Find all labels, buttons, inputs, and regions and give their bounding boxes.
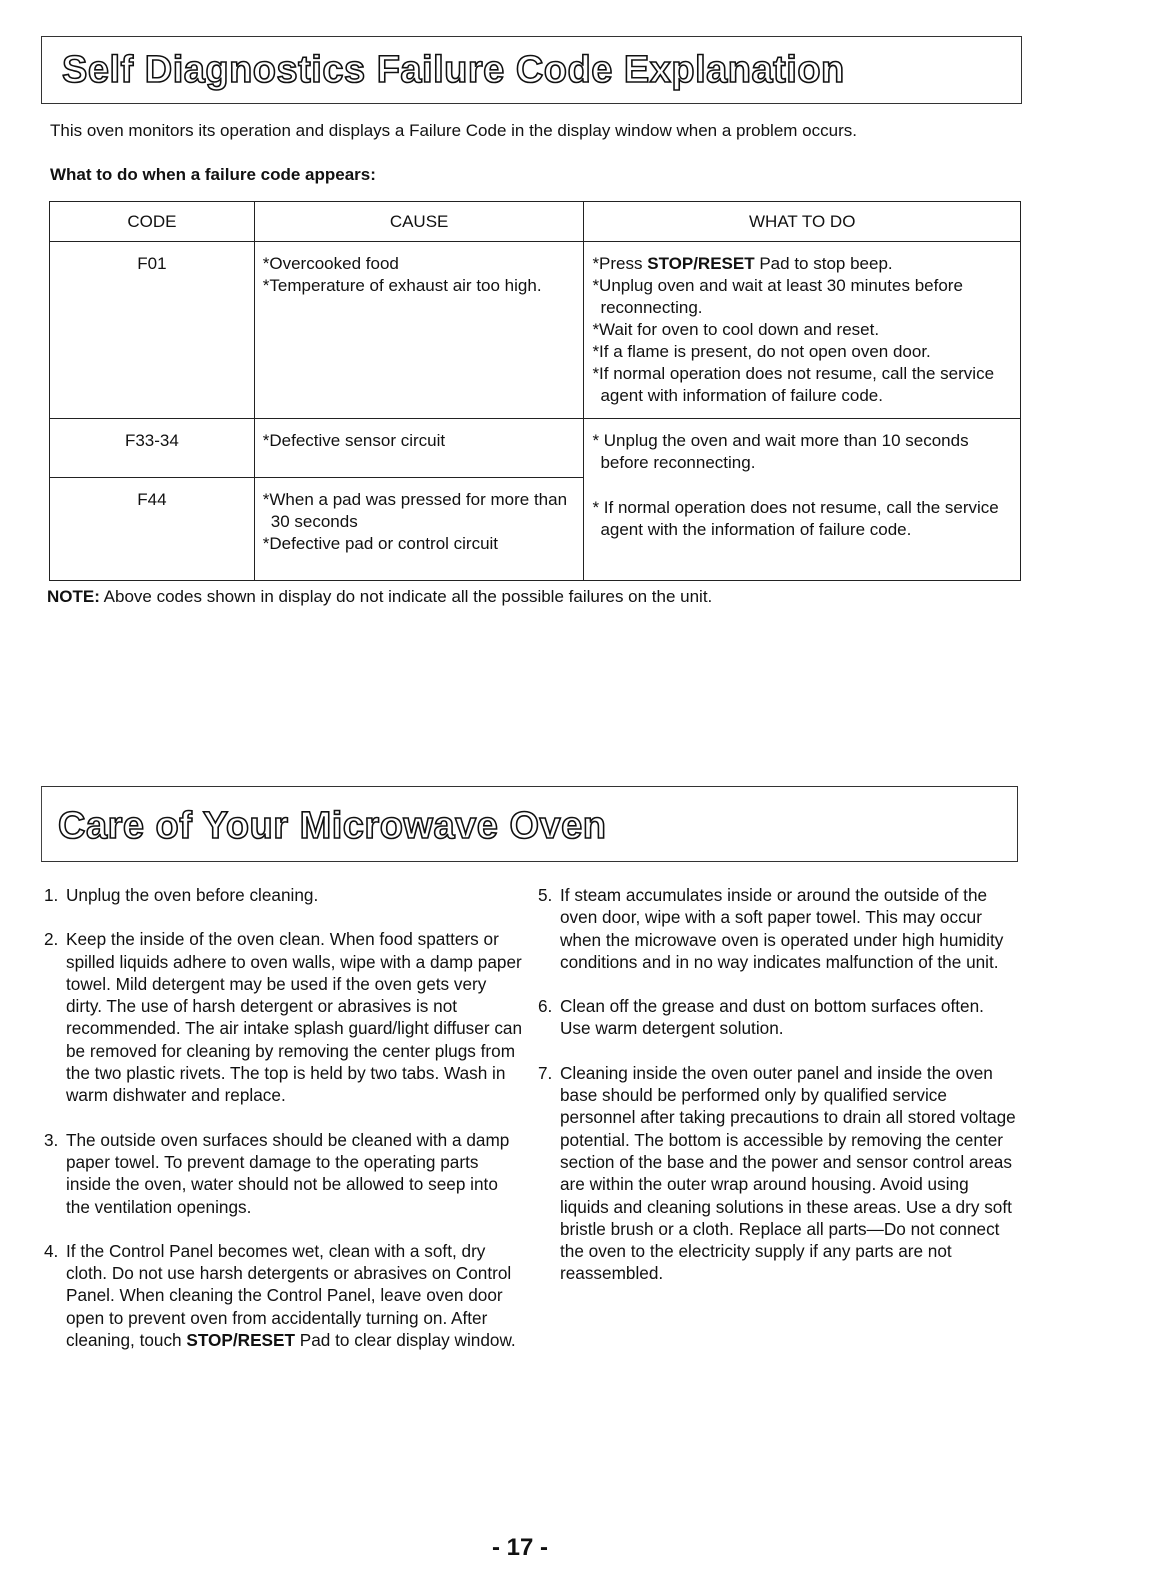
action-item: * If normal operation does not resume, call the service agent with the information of failure code. bbox=[592, 497, 999, 539]
action-item: *If normal operation does not resume, call the service agent with information of failure code. bbox=[592, 364, 995, 405]
list-item: 1. Unplug the oven before cleaning. bbox=[44, 885, 319, 905]
action-item: *Unplug oven and wait at least 30 minutes before reconnecting. bbox=[592, 276, 963, 317]
table-row bbox=[50, 419, 1021, 478]
action-item: *Press STOP/RESET Pad to stop beep. bbox=[592, 254, 893, 273]
table-row bbox=[50, 242, 1021, 419]
header-cause: CAUSE bbox=[254, 202, 584, 242]
cause-item: *Temperature of exhaust air too high. bbox=[262, 276, 542, 295]
list-item: 3. The outside oven surfaces should be cleaned with a damp paper towel. To prevent damage to the operating parts inside the oven, water should not be allowed to seep into the ventilation openings. bbox=[44, 1129, 510, 1217]
cause-cell bbox=[254, 478, 584, 581]
code-cell: F33-34 bbox=[50, 419, 255, 478]
note bbox=[47, 587, 712, 607]
table-subheading: What to do when a failure code appears: bbox=[50, 165, 376, 184]
note-label: NOTE: bbox=[47, 587, 100, 606]
care-list-left bbox=[44, 884, 524, 1373]
action-cell bbox=[584, 478, 1021, 581]
section-title-care: Care of Your Microwave Oven bbox=[58, 805, 607, 847]
section-title-box-diagnostics bbox=[41, 36, 1022, 104]
list-item: 6. Clean off the grease and dust on bottom surfaces often. Use warm detergent solution. bbox=[538, 996, 984, 1039]
list-item: 2. Keep the inside of the oven clean. When food spatters or spilled liquids adhere to oven walls, wipe with a damp paper towel. Mild detergent may be used if the oven gets very dirty. The use of harsh detergent or abrasives is not recommended. The air intake splash guard/light diffuser can be removed for cleaning by removing the center plugs from the two plastic rivets. The top is held by two tabs. Wash in warm dishwater and replace. bbox=[44, 929, 523, 1106]
table-header-row bbox=[50, 202, 1021, 242]
cause-item: *Defective pad or control circuit bbox=[262, 534, 499, 553]
page-number: - 17 - bbox=[492, 1534, 549, 1561]
cause-cell bbox=[254, 419, 584, 478]
list-item: 5. If steam accumulates inside or around the outside of the oven door, wipe with a soft paper towel. This may occur when the microwave oven is operated under high humidity conditions and in no way indicates malfunction of the unit. bbox=[538, 885, 1004, 972]
action-item: *Wait for oven to cool down and reset. bbox=[592, 320, 880, 339]
table-row bbox=[50, 478, 1021, 581]
section-title-diagnostics: Self Diagnostics Failure Code Explanation bbox=[62, 49, 845, 91]
action-item: * Unplug the oven and wait more than 10 seconds before reconnecting. bbox=[592, 431, 969, 472]
cause-item: *Defective sensor circuit bbox=[262, 431, 446, 450]
cause-item: *When a pad was pressed for more than 30 seconds bbox=[262, 490, 568, 531]
cause-cell bbox=[254, 242, 584, 419]
list-item: 7. Cleaning inside the oven outer panel and inside the oven base should be performed only by qualified service personnel after taking precautions to drain all stored voltage potential. The bottom is accessible by removing the center section of the base and the power and sensor control areas are within the outer wrap around housing. Avoid using liquids and cleaning solutions in these areas. Use a dry soft bristle brush or a cloth. Replace all parts—Do not connect the oven to the electricity supply if any parts are not reassembled. bbox=[538, 1062, 1016, 1284]
cause-item: *Overcooked food bbox=[262, 254, 399, 273]
note-text: Above codes shown in display do not indicate all the possible failures on the unit. bbox=[99, 587, 713, 606]
code-cell: F01 bbox=[50, 242, 255, 419]
action-item: *If a flame is present, do not open oven door. bbox=[592, 342, 931, 361]
action-cell bbox=[584, 242, 1021, 419]
action-cell bbox=[584, 419, 1021, 478]
care-list-right bbox=[538, 884, 1018, 1307]
code-cell: F44 bbox=[50, 478, 255, 581]
section-title-box-care bbox=[41, 786, 1018, 862]
intro-paragraph: This oven monitors its operation and displays a Failure Code in the display window when a problem occurs. bbox=[50, 121, 857, 140]
failure-code-table bbox=[49, 201, 1021, 581]
list-item: 4. If the Control Panel becomes wet, clean with a soft, dry cloth. Do not use harsh detergents or abrasives on Control Panel. When cleaning the Control Panel, leave oven door open to prevent oven from accidentally turning on. After cleaning, touch STOP/RESET Pad to clear display window. bbox=[44, 1240, 516, 1351]
header-code: CODE bbox=[50, 202, 255, 242]
header-what-to-do: WHAT TO DO bbox=[584, 202, 1021, 242]
